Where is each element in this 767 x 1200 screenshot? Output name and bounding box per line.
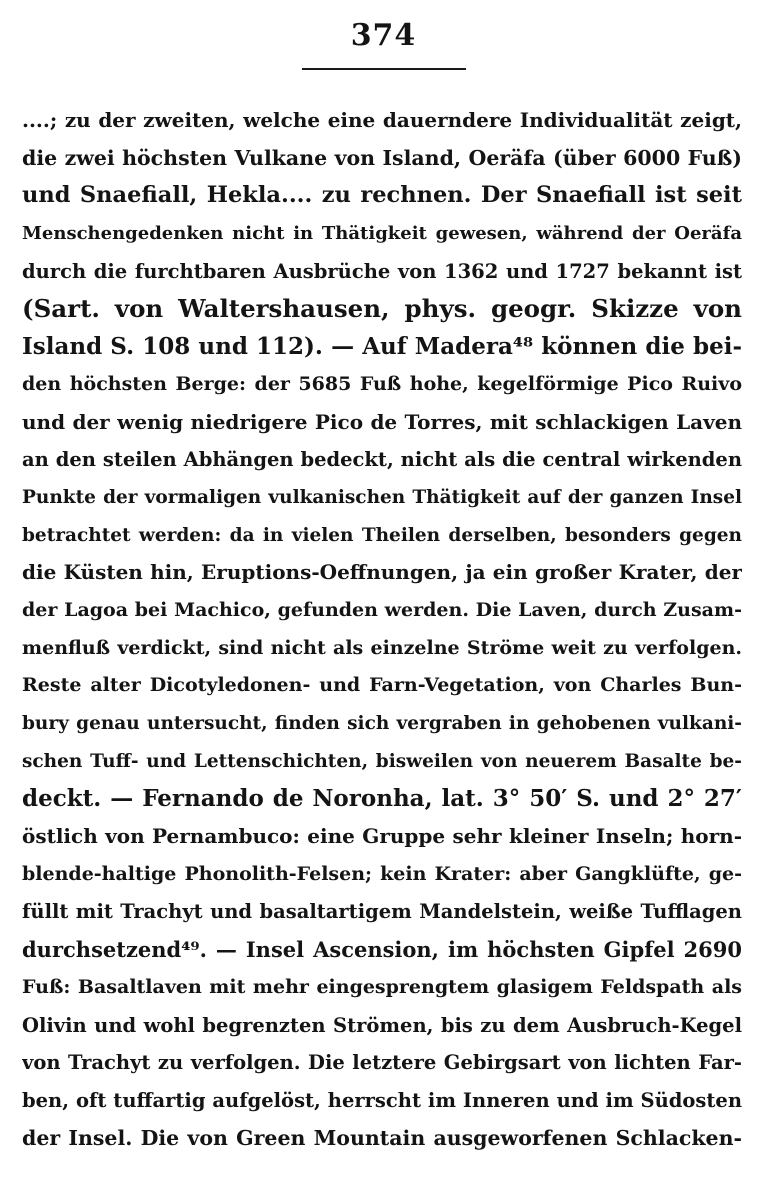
text-line: blende-haltige Phonolith-Felsen; kein Krater: aber Gangklüfte, ge- <box>22 862 742 885</box>
text-line: durchsetzend⁴⁹. — Insel Ascension, im höchsten Gipfel 2690 <box>22 937 742 963</box>
text-line: Menschengedenken nicht in Thätigkeit gewesen, während der Oeräfa <box>22 223 742 245</box>
text-line: füllt mit Trachyt und basaltartigem Mandelstein, weiße Tufflagen <box>22 900 742 924</box>
text-line: (Sart. von Waltershausen, phys. geogr. Skizze von <box>22 294 742 324</box>
text-line: und der wenig niedrigere Pico de Torres, mit schlackigen Laven <box>22 409 742 434</box>
text-line: an den steilen Abhängen bedeckt, nicht als die central wirkenden <box>22 448 742 472</box>
text-line: menfluß verdickt, sind nicht als einzelne Ströme weit zu verfolgen. <box>22 636 742 659</box>
text-line: ....; zu der zweiten, welche eine dauerndere Individualität zeigt, <box>22 108 742 132</box>
text-line: östlich von Pernambuco: eine Gruppe sehr kleiner Inseln; horn- <box>22 824 742 849</box>
text-line: der Lagoa bei Machico, gefunden werden. Die Laven, durch Zusam- <box>22 598 742 621</box>
text-line: Punkte der vormaligen vulkanischen Thätigkeit auf der ganzen Insel <box>22 486 742 508</box>
text-line: ben, oft tuffartig aufgelöst, herrscht im Inneren und im Südosten <box>22 1088 742 1112</box>
text-line: der Insel. Die von Green Mountain ausgeworfenen Schlacken- <box>22 1125 742 1150</box>
body-text <box>22 102 742 1157</box>
header-rule <box>302 68 466 70</box>
text-line: den höchsten Berge: der 5685 Fuß hohe, kegelförmige Pico Ruivo <box>22 372 742 395</box>
text-line: durch die furchtbaren Ausbrüche von 1362 und 1727 bekannt ist <box>22 259 742 283</box>
text-line: Reste alter Dicotyledonen- und Farn-Vegetation, von Charles Bun- <box>22 674 742 697</box>
text-line: Olivin und wohl begrenzten Strömen, bis zu dem Ausbruch-Kegel <box>22 1013 742 1037</box>
text-line: die Küsten hin, Eruptions-Oeffnungen, ja ein großer Krater, der <box>22 560 742 585</box>
text-line: Island S. 108 und 112). — Auf Madera⁴⁸ können die bei- <box>22 333 742 361</box>
text-line: und Snaefiall, Hekla.... zu rechnen. Der Snaefiall ist seit <box>22 182 742 209</box>
text-line: von Trachyt zu verfolgen. Die letztere Gebirgsart von lichten Far- <box>22 1051 742 1075</box>
text-line: die zwei höchsten Vulkane von Island, Oeräfa (über 6000 Fuß) <box>22 145 742 170</box>
text-line: Fuß: Basaltlaven mit mehr eingesprengtem glasigem Feldspath als <box>22 975 742 998</box>
text-line: schen Tuff- und Lettenschichten, bisweilen von neuerem Basalte be- <box>22 750 742 772</box>
text-line: betrachtet werden: da in vielen Theilen derselben, besonders gegen <box>22 524 742 546</box>
text-line: deckt. — Fernando de Noronha, lat. 3° 50′ S. und 2° 27′ <box>22 785 742 813</box>
page-number: 374 <box>350 18 417 53</box>
text-line: bury genau untersucht, finden sich vergraben in gehobenen vulkani- <box>22 713 742 734</box>
